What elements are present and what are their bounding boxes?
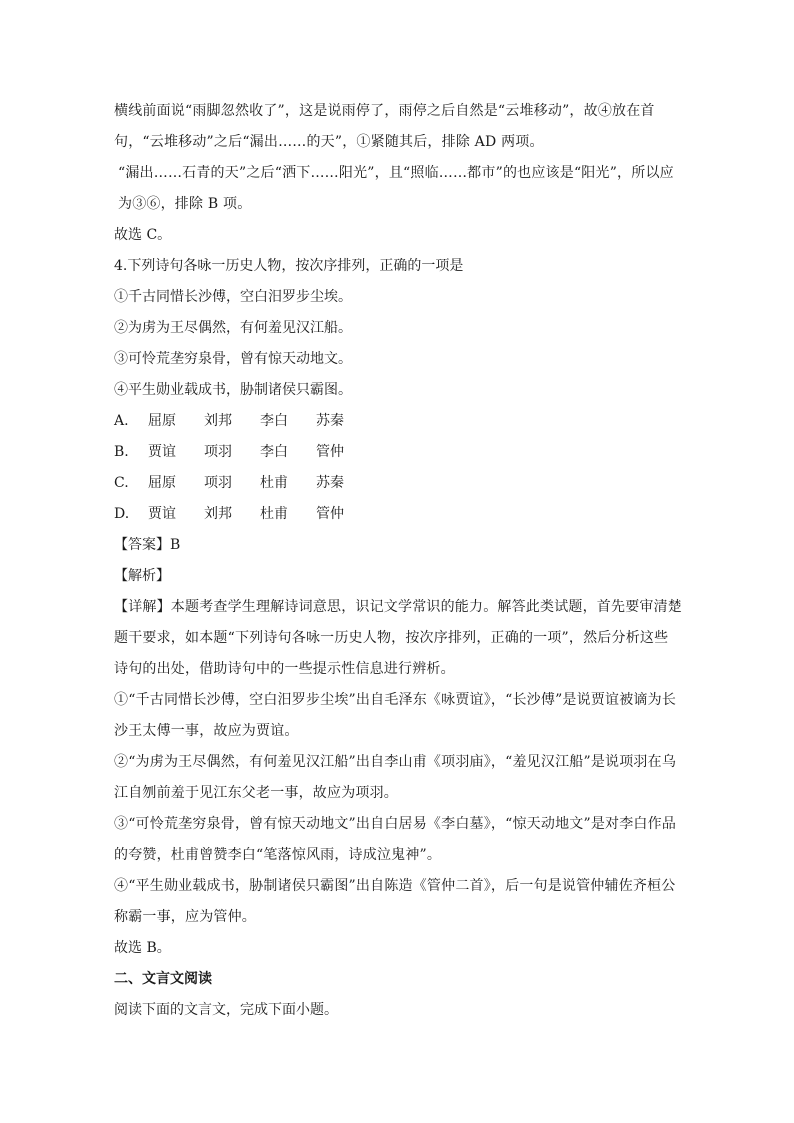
explanation-poem-2: ②“为虏为王尽偶然，有何羞见汉江船”出自李山甫《项羽庙》，“羞见汉江船”是说项羽在乌江自刎前羞于见江东父老一事，故应为项羽。 bbox=[114, 754, 677, 801]
option-label: B. bbox=[114, 444, 129, 460]
explanation-poem-3: ③“可怜荒垄穷泉骨，曾有惊天动地文”出自白居易《李白墓》，“惊天动地文”是对李白作品的夸赞，杜甫曾赞李白“笔落惊风雨，诗成泣鬼神”。 bbox=[114, 816, 677, 863]
option-d bbox=[114, 499, 682, 530]
section-2-title: 二、文言文阅读 bbox=[114, 971, 212, 987]
answer-line: 【答案】B bbox=[114, 537, 181, 553]
explanation-poem-1: ①“千古同惜长沙傅，空白汨罗步尘埃”出自毛泽东《咏贾谊》，“长沙傅”是说贾谊被谪为长沙王太傅一事，故应为贾谊。 bbox=[114, 692, 677, 739]
option-a bbox=[114, 406, 682, 437]
conclusion-line-q3: 故选 C。 bbox=[114, 227, 172, 243]
detail-paragraph: 【详解】本题考查学生理解诗词意思，识记文学常识的能力。解答此类试题，首先要审清楚题干要求，如本题“下列诗句各咏一历史人物，按次序排列，正确的一项”，然后分析这些诗句的出处，借助诗句中的一些提示性信息进行辨析。 bbox=[114, 599, 682, 677]
analysis-heading: 【解析】 bbox=[114, 568, 170, 584]
option-item: 刘邦 bbox=[204, 413, 232, 429]
option-item: 屈原 bbox=[148, 413, 176, 429]
option-label: C. bbox=[114, 475, 129, 491]
option-item: 刘邦 bbox=[204, 506, 232, 522]
conclusion-line-q4: 故选 B。 bbox=[114, 940, 171, 956]
poem-line-2: ②为虏为王尽偶然，有何羞见汉江船。 bbox=[114, 320, 352, 336]
option-item: 李白 bbox=[260, 444, 288, 460]
section-2-instruction: 阅读下面的文言文，完成下面小题。 bbox=[114, 1002, 338, 1018]
option-c bbox=[114, 468, 682, 499]
question-4-stem: 4.下列诗句各咏一历史人物，按次序排列，正确的一项是 bbox=[114, 258, 464, 274]
explanation-paragraph-1: 横线前面说“雨脚忽然收了”，这是说雨停了，雨停之后自然是“云堆移动”，故④放在首句，“云堆移动”之后“漏出……的天”，①紧随其后，排除 AD 两项。 bbox=[114, 103, 655, 150]
option-item: 管仲 bbox=[316, 444, 344, 460]
option-b bbox=[114, 437, 682, 468]
option-item: 苏秦 bbox=[316, 475, 344, 491]
option-item: 项羽 bbox=[204, 475, 232, 491]
option-item: 管仲 bbox=[316, 506, 344, 522]
poem-line-4: ④平生勋业载成书，胁制诸侯只霸图。 bbox=[114, 382, 352, 398]
option-item: 杜甫 bbox=[260, 475, 288, 491]
option-item: 杜甫 bbox=[260, 506, 288, 522]
option-item: 项羽 bbox=[204, 444, 232, 460]
document-body bbox=[114, 96, 682, 1026]
option-item: 李白 bbox=[260, 413, 288, 429]
option-item: 屈原 bbox=[148, 475, 176, 491]
poem-line-1: ①千古同惜长沙傅，空白汨罗步尘埃。 bbox=[114, 289, 352, 305]
option-item: 贾谊 bbox=[148, 506, 176, 522]
option-label: A. bbox=[114, 413, 129, 429]
explanation-paragraph-2: “漏出……石青的天”之后“洒下……阳光”，且“照临……都市”的也应该是“阳光”，所以应为③⑥，排除 B 项。 bbox=[118, 165, 674, 212]
option-item: 苏秦 bbox=[316, 413, 344, 429]
poem-line-3: ③可怜荒垄穷泉骨，曾有惊天动地文。 bbox=[114, 351, 352, 367]
option-item: 贾谊 bbox=[148, 444, 176, 460]
option-label: D. bbox=[114, 506, 130, 522]
explanation-poem-4: ④“平生勋业载成书，胁制诸侯只霸图”出自陈造《管仲二首》，后一句是说管仲辅佐齐桓公称霸一事，应为管仲。 bbox=[114, 878, 676, 925]
